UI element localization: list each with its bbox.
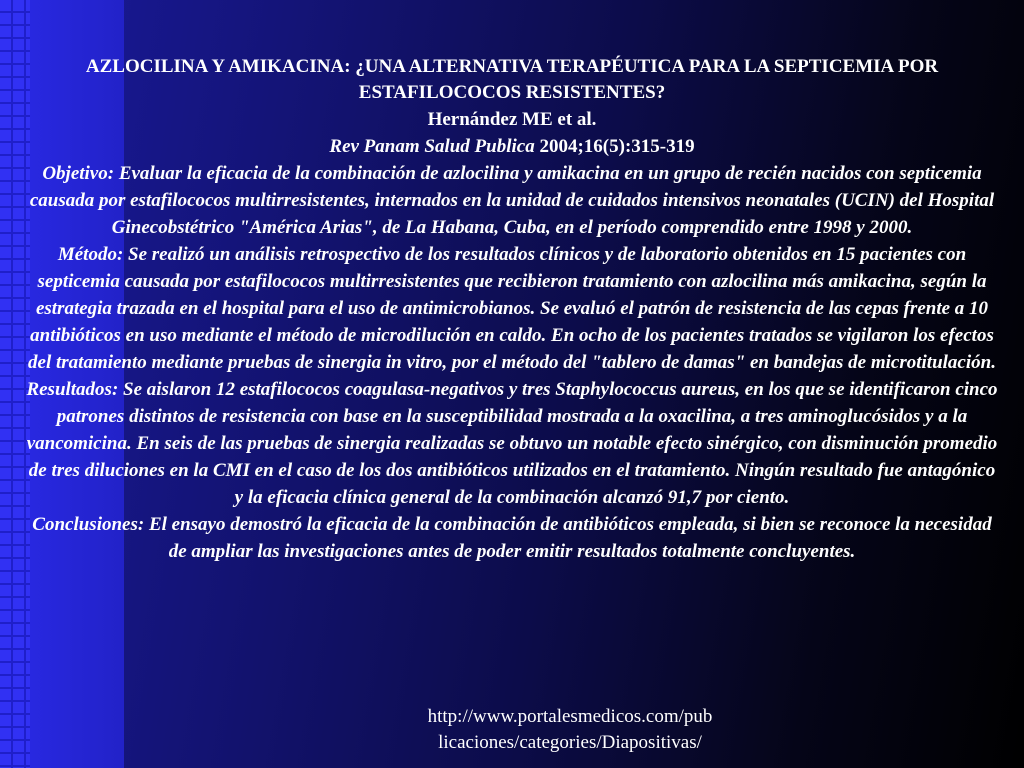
source-url-line1[interactable]: http://www.portalesmedicos.com/pub — [427, 706, 713, 727]
abstract-resultados: Resultados: Se aislaron 12 estafilococos coagulasa-negativos y tres Staphylococcus aureus, en los que se identificaron cinco patrones distintos de resistencia con base en la susceptibilidad mostrada a la oxacilina, a tres aminoglucósidos y a la vancomicina. En seis de las pruebas de sinergia realizadas se obtuvo un notable efecto sinérgico, con disminución promedio de tres diluciones en la CMI en el caso de los dos antibióticos utilizados en el tratamiento. Ningún resultado fue antagónico y la eficacia clínica general de la combinación alcanzó 91,7 por ciento. — [26, 379, 998, 508]
slide-title: AZLOCILINA Y AMIKACINA: ¿UNA ALTERNATIVA TERAPÉUTICA PARA LA SEPTICEMIA POR ESTAFILOCOCOS RESISTENTES? — [85, 56, 939, 103]
source-url-line2[interactable]: licaciones/categories/Diapositivas/ — [438, 732, 702, 753]
source-link[interactable] — [380, 704, 760, 756]
abstract-objetivo: Objetivo: Evaluar la eficacia de la combinación de azlocilina y amikacina en un grupo de recién nacidos con septicemia causada por estafilococos multirresistentes, internados en la unidad de cuidados intensivos neonatales (UCIN) del Hospital Ginecobstétrico "América Arias", de La Habana, Cuba, en el período comprendido entre 1998 y 2000. — [29, 163, 995, 238]
slide-content — [24, 54, 1000, 565]
citation — [24, 133, 1000, 160]
authors: Hernández ME et al. — [427, 109, 597, 130]
journal-name: Rev Panam Salud Publica — [329, 136, 535, 157]
journal-reference: 2004;16(5):315-319 — [534, 136, 695, 157]
abstract-conclusiones: Conclusiones: El ensayo demostró la eficacia de la combinación de antibióticos empleada, si bien se reconoce la necesidad de ampliar las investigaciones antes de poder emitir resultados totalmente concluyentes. — [32, 514, 992, 562]
abstract-metodo: Método: Se realizó un análisis retrospectivo de los resultados clínicos y de laboratorio obtenidos en 15 pacientes con septicemia causada por estafilococos multirresistentes que recibieron tratamiento con azlocilina más amikacina, según la estrategia trazada en el hospital para el uso de antimicrobianos. Se evaluó el patrón de resistencia de las cepas frente a 10 antibióticos en uso mediante el método de microdilución en caldo. En ocho de los pacientes tratados se vigilaron los efectos del tratamiento mediante pruebas de sinergia in vitro, por el método del "tablero de damas" en bandejas de microtitulación. — [28, 244, 996, 373]
